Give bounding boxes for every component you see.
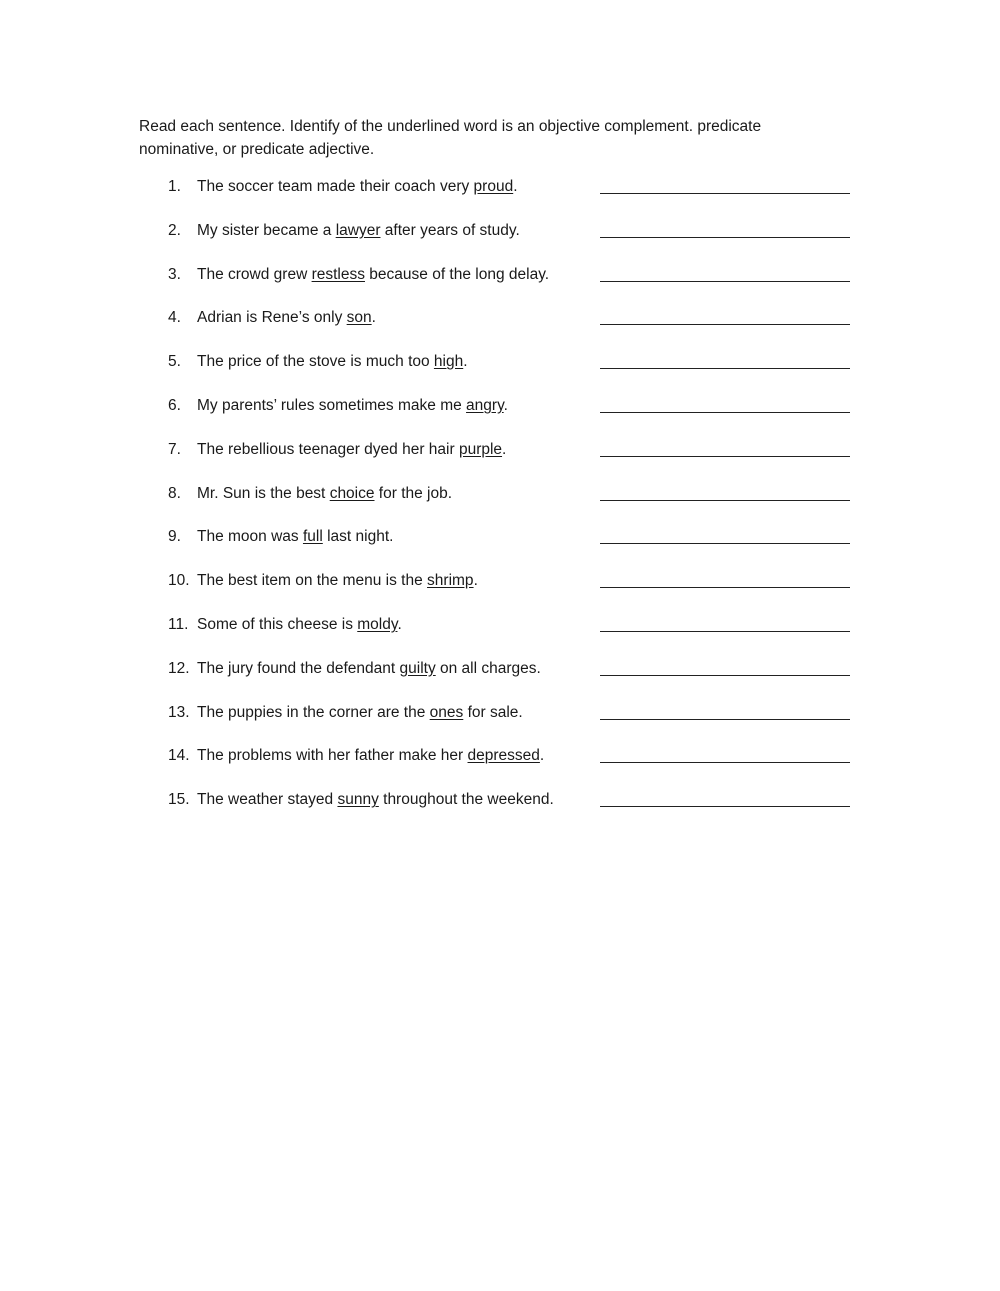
- question-sentence: [197, 350, 468, 374]
- underlined-word: high: [433, 353, 464, 371]
- underlined-word: ones: [429, 703, 464, 721]
- underlined-word: sunny: [337, 791, 379, 809]
- question-item: [0, 744, 1000, 768]
- sentence-text-before: The price of the stove is much too: [197, 353, 434, 371]
- answer-blank-line[interactable]: [600, 631, 850, 632]
- question-item: [0, 525, 1000, 549]
- underlined-word: choice: [329, 484, 375, 502]
- question-item: [0, 613, 1000, 637]
- sentence-text-after: .: [513, 178, 518, 195]
- sentence-text-before: The best item on the menu is the: [197, 572, 428, 590]
- sentence-text-before: The problems with her father make her: [197, 747, 468, 765]
- question-item: [0, 788, 1000, 812]
- sentence-text-after: on all charges.: [435, 659, 541, 677]
- underlined-word: guilty: [399, 659, 436, 677]
- question-number: 5.: [168, 353, 181, 371]
- underlined-word: shrimp: [427, 572, 474, 590]
- question-item: [0, 394, 1000, 418]
- question-item: [0, 306, 1000, 330]
- question-sentence: [197, 744, 544, 768]
- underlined-word: moldy: [357, 616, 398, 633]
- question-item: [0, 482, 1000, 506]
- underlined-word: purple: [458, 440, 503, 458]
- sentence-text-before: The crowd grew: [197, 265, 312, 283]
- sentence-text-after: .: [502, 440, 507, 458]
- instructions: Read each sentence. Identify of the underlined word is an objective complement. predicate nominative, or predicate adjective.: [139, 118, 762, 158]
- question-sentence: [197, 569, 478, 593]
- answer-blank-line[interactable]: [600, 412, 850, 413]
- question-number: 2.: [168, 221, 181, 239]
- sentence-text-after: throughout the weekend.: [378, 791, 554, 809]
- question-number: 1.: [168, 178, 181, 195]
- question-sentence: [197, 263, 549, 287]
- answer-blank-line[interactable]: [600, 543, 850, 544]
- sentence-text-before: Mr. Sun is the best: [197, 484, 330, 502]
- sentence-text-after: last night.: [322, 528, 394, 546]
- answer-blank-line[interactable]: [600, 193, 850, 194]
- question-sentence: [197, 438, 506, 462]
- question-number: 13.: [168, 703, 190, 721]
- underlined-word: son: [346, 309, 372, 327]
- question-number: 7.: [168, 440, 181, 458]
- question-item: [0, 657, 1000, 681]
- sentence-text-before: Some of this cheese is: [197, 616, 358, 633]
- question-sentence: [197, 394, 508, 418]
- sentence-text-after: for sale.: [463, 703, 523, 721]
- answer-blank-line[interactable]: [600, 324, 850, 325]
- question-number: 12.: [168, 659, 190, 677]
- question-sentence: [197, 788, 554, 812]
- sentence-text-after: .: [503, 397, 508, 414]
- answer-blank-line[interactable]: [600, 500, 850, 501]
- question-item: [0, 438, 1000, 462]
- underlined-word: proud: [473, 178, 514, 195]
- sentence-text-after: because of the long delay.: [364, 265, 550, 283]
- question-sentence: [197, 175, 518, 199]
- underlined-word: restless: [311, 265, 365, 283]
- underlined-word: full: [302, 528, 323, 546]
- answer-blank-line[interactable]: [600, 587, 850, 588]
- answer-blank-line[interactable]: [600, 237, 850, 238]
- sentence-text-before: My parents’ rules sometimes make me: [197, 397, 467, 414]
- sentence-text-after: .: [397, 616, 402, 633]
- underlined-word: angry: [466, 397, 504, 414]
- question-sentence: [197, 657, 541, 681]
- sentence-text-after: .: [539, 747, 545, 765]
- sentence-text-after: .: [473, 572, 478, 590]
- question-number: 14.: [168, 747, 190, 765]
- sentence-text-before: The moon was: [197, 528, 303, 546]
- question-item: [0, 569, 1000, 593]
- sentence-text-before: The puppies in the corner are the: [197, 703, 430, 721]
- answer-blank-line[interactable]: [600, 456, 850, 457]
- sentence-text-after: after years of study.: [380, 221, 520, 239]
- question-sentence: [197, 701, 523, 725]
- sentence-text-before: The weather stayed: [197, 791, 338, 809]
- question-number: 4.: [168, 309, 181, 327]
- underlined-word: depressed: [467, 747, 540, 765]
- question-number: 3.: [168, 265, 181, 283]
- question-number: 10.: [168, 572, 190, 590]
- question-sentence: [197, 482, 452, 506]
- sentence-text-after: for the job.: [374, 484, 453, 502]
- question-number: 9.: [168, 528, 181, 546]
- question-item: [0, 219, 1000, 243]
- underlined-word: lawyer: [335, 221, 381, 239]
- question-number: 11.: [168, 616, 189, 633]
- question-sentence: [197, 219, 520, 243]
- question-sentence: [197, 613, 402, 637]
- question-number: 15.: [168, 791, 190, 809]
- sentence-text-before: Adrian is Rene’s only: [197, 309, 347, 327]
- question-sentence: [197, 306, 376, 330]
- answer-blank-line[interactable]: [600, 806, 850, 807]
- sentence-text-before: The soccer team made their coach very: [197, 178, 474, 195]
- sentence-text-after: .: [371, 309, 376, 327]
- answer-blank-line[interactable]: [600, 281, 850, 282]
- answer-blank-line[interactable]: [600, 675, 850, 676]
- question-number: 8.: [168, 484, 181, 502]
- sentence-text-before: The rebellious teenager dyed her hair: [197, 440, 459, 458]
- question-item: [0, 350, 1000, 374]
- answer-blank-line[interactable]: [600, 762, 850, 763]
- question-item: [0, 175, 1000, 199]
- answer-blank-line[interactable]: [600, 368, 850, 369]
- question-item: [0, 701, 1000, 725]
- question-item: [0, 263, 1000, 287]
- sentence-text-after: .: [463, 353, 468, 371]
- sentence-text-before: The jury found the defendant: [197, 659, 400, 677]
- sentence-text-before: My sister became a: [197, 221, 336, 239]
- question-sentence: [197, 525, 393, 549]
- answer-blank-line[interactable]: [600, 719, 850, 720]
- question-number: 6.: [168, 397, 181, 414]
